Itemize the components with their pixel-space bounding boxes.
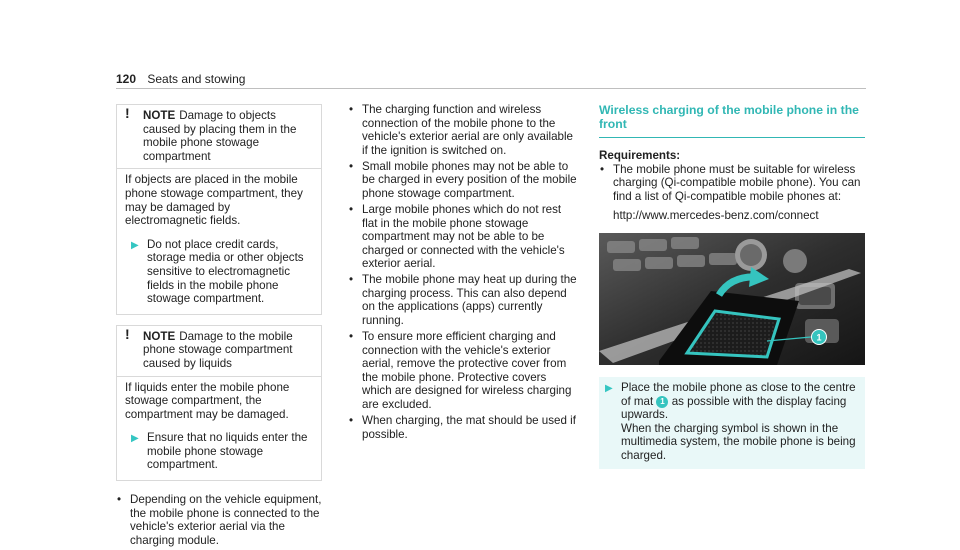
warning-icon: ! bbox=[125, 325, 130, 342]
step-arrow-icon: ▶ bbox=[131, 239, 139, 251]
list-item: • The mobile phone may heat up during the charging process. This can also depend on the applications (apps) currently running. bbox=[349, 273, 577, 328]
console-illustration bbox=[599, 233, 865, 365]
requirements-list bbox=[599, 163, 865, 204]
section-title: Wireless charging of the mobile phone in the front bbox=[599, 103, 859, 131]
bullet-icon: • bbox=[349, 414, 354, 428]
section-divider bbox=[599, 137, 865, 138]
section-name: Seats and stowing bbox=[147, 72, 246, 86]
requirements-heading: Requirements: bbox=[599, 149, 681, 162]
console-photo bbox=[599, 233, 865, 365]
list-item: • Small mobile phones may not be able to be charged in every position of the mobile phone stowage compartment. bbox=[349, 159, 577, 200]
list-item: • The charging function and wireless connection of the mobile phone to the vehicle's exterior aerial are only available if the ignition is switched on. bbox=[349, 103, 574, 157]
note-step bbox=[125, 431, 313, 472]
bullet-list-2 bbox=[348, 103, 578, 441]
step-arrow-icon: ▶ bbox=[131, 433, 139, 445]
bullet-icon: • bbox=[349, 330, 354, 344]
column-3 bbox=[599, 103, 865, 469]
bullet-icon: • bbox=[349, 273, 354, 287]
note-title: Damage to the mobile phone stowage compartment caused by liquids bbox=[143, 329, 293, 370]
list-item: • Depending on the vehicle equipment, the mobile phone is connected to the vehicle's exterior aerial via the charging module. bbox=[117, 493, 322, 547]
header-divider bbox=[116, 88, 866, 89]
bullet-list-1 bbox=[116, 493, 322, 547]
note-text: If liquids enter the mobile phone stowage compartment, the compartment may be damaged. bbox=[125, 380, 290, 421]
bullet-icon: • bbox=[117, 493, 122, 507]
svg-text:1: 1 bbox=[816, 332, 822, 343]
note-text: If objects are placed in the mobile phone stowage compartment, they may be damaged by electromagnetic fields. bbox=[125, 173, 303, 228]
note-label: NOTE bbox=[143, 109, 176, 122]
bullet-icon: • bbox=[349, 202, 354, 216]
bullet-icon: • bbox=[349, 159, 354, 173]
note-header bbox=[117, 105, 321, 169]
bullet-icon: • bbox=[349, 103, 354, 116]
page-number: 120 bbox=[116, 72, 137, 86]
note-body bbox=[117, 169, 321, 313]
callout-marker: 1 bbox=[656, 396, 668, 408]
note-label: NOTE bbox=[143, 329, 176, 343]
list-item: • When charging, the mat should be used if possible. bbox=[349, 414, 576, 441]
note-box-2 bbox=[116, 325, 322, 481]
step-result: When the charging symbol is shown in the multimedia system, the mobile phone is being charged. bbox=[621, 421, 856, 462]
step-text: Ensure that no liquids enter the mobile phone stowage compartment. bbox=[147, 431, 308, 472]
list-item: • To ensure more efficient charging and connection with the vehicle's exterior aerial, remove the protective cover from the mobile phone. Protective covers which are designed for wireless charging are excluded. bbox=[349, 330, 572, 412]
note-box-1 bbox=[116, 104, 322, 315]
step-text: Place the mobile phone as close to the centre of mat 1 as possible with the display facing upwards. When the charging symbol is shown in the multimedia system, the mobile phone is being charged. bbox=[621, 380, 856, 462]
url-text: http://www.mercedes-benz.com/connect bbox=[613, 209, 819, 223]
bullet-icon: • bbox=[600, 162, 605, 176]
note-step bbox=[125, 238, 313, 306]
warning-icon: ! bbox=[125, 105, 130, 121]
step-text: Do not place credit cards, storage media or other objects sensitive to electromagnetic fields in the mobile phone stowage compartment. bbox=[147, 237, 304, 306]
list-item: • Large mobile phones which do not rest flat in the mobile phone stowage compartment may not be able to be charged or connected with the vehicle's exterior aerial. bbox=[349, 202, 565, 271]
column-2 bbox=[348, 103, 578, 444]
instruction-step bbox=[599, 377, 865, 469]
step-arrow-icon: ▶ bbox=[605, 382, 613, 394]
note-body bbox=[117, 377, 321, 481]
note-header bbox=[117, 326, 321, 377]
note-title: Damage to objects caused by placing them in the mobile phone stowage compartment bbox=[143, 109, 297, 163]
column-1 bbox=[116, 104, 322, 550]
list-item: • The mobile phone must be suitable for wireless charging (Qi-compatible mobile phone). You can find a list of Qi-compatible mobile phones at: bbox=[600, 162, 861, 203]
page-header bbox=[116, 72, 245, 86]
